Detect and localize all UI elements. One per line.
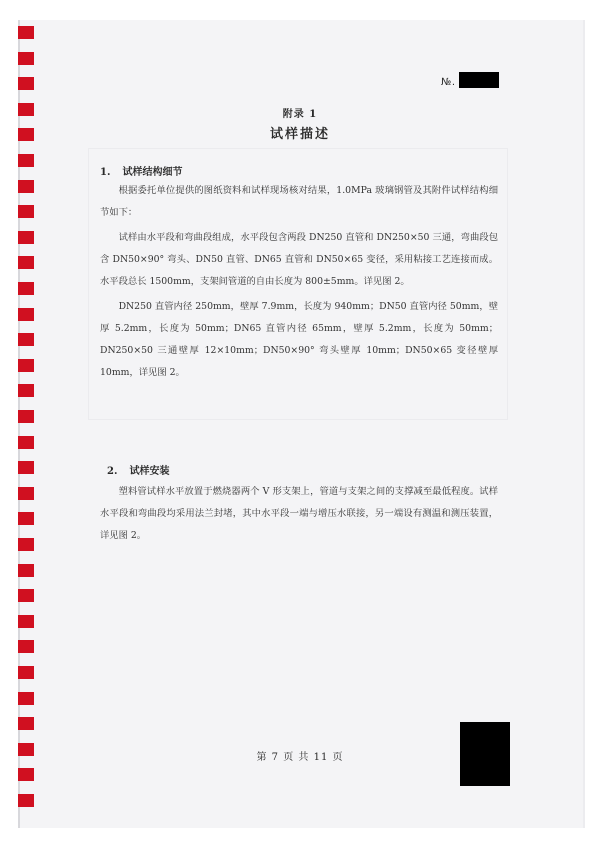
section-1-paragraph-2: 试样由水平段和弯曲段组成，水平段包含两段 DN250 直管和 DN250×50 三通，弯曲段包含 DN50×90° 弯头、DN50 直管、DN65 直管和 DN50×65 变径，采用粘接工艺连接而成。水平段总长 1500mm，支架间管道的自由长度为 800±5mm。详见图 2。 bbox=[100, 232, 498, 287]
binding-mark bbox=[18, 26, 34, 39]
binding-mark bbox=[18, 615, 34, 628]
binding-mark bbox=[18, 231, 34, 244]
binding-mark bbox=[18, 282, 34, 295]
binding-mark bbox=[18, 768, 34, 781]
binding-mark bbox=[18, 359, 34, 372]
binding-mark bbox=[18, 333, 34, 346]
binding-mark bbox=[18, 52, 34, 65]
binding-mark bbox=[18, 487, 34, 500]
stamp-redaction bbox=[460, 722, 510, 786]
binding-mark bbox=[18, 692, 34, 705]
section-2-title: 试样安装 bbox=[129, 466, 170, 477]
binding-mark bbox=[18, 308, 34, 321]
binding-mark bbox=[18, 410, 34, 423]
binding-mark bbox=[18, 589, 34, 602]
binding-strip bbox=[18, 26, 36, 826]
section-2-body bbox=[100, 481, 498, 547]
binding-mark bbox=[18, 794, 34, 807]
binding-mark bbox=[18, 717, 34, 730]
section-2-number: 2. bbox=[107, 466, 118, 477]
binding-mark bbox=[18, 666, 34, 679]
binding-mark bbox=[18, 538, 34, 551]
binding-mark bbox=[18, 205, 34, 218]
section-1-heading bbox=[100, 163, 182, 178]
section-2-heading bbox=[107, 462, 169, 477]
section-1-paragraph-3: DN250 直管内径 250mm，壁厚 7.9mm，长度为 940mm；DN50 直管内径 50mm，壁厚 5.2mm，长度为 50mm；DN65 直管内径 65mm，壁厚 5.2mm，长度为 50mm；DN250×50 三通壁厚 12×10mm；DN50×90° 弯头壁厚 10mm；DN50×65 变径壁厚 10mm，详见图 2。 bbox=[100, 301, 498, 378]
section-1-number: 1. bbox=[100, 167, 111, 178]
section-1-paragraph-1: 根据委托单位提供的图纸资料和试样现场核对结果，1.0MPa 玻璃钢管及其附件试样结构细节如下： bbox=[100, 185, 498, 218]
binding-mark bbox=[18, 77, 34, 90]
binding-mark bbox=[18, 384, 34, 397]
section-1-body bbox=[100, 180, 498, 384]
binding-mark bbox=[18, 640, 34, 653]
document-number-redaction bbox=[459, 72, 499, 88]
binding-mark bbox=[18, 154, 34, 167]
binding-mark bbox=[18, 512, 34, 525]
binding-mark bbox=[18, 564, 34, 577]
document-number-label: №. bbox=[441, 77, 456, 88]
binding-mark bbox=[18, 256, 34, 269]
page-title: 试样描述 bbox=[269, 127, 330, 142]
page-footer: 第 7 页 共 11 页 bbox=[256, 752, 344, 763]
section-2-paragraph-1: 塑料管试样水平放置于燃烧器两个 V 形支架上，管道与支架之间的支撑减至最低程度。试样水平段和弯曲段均采用法兰封堵，其中水平段一端与增压水联接，另一端设有测温和测压装置，详见图 2。 bbox=[100, 486, 498, 541]
section-1-title: 试样结构细节 bbox=[122, 167, 183, 178]
binding-mark bbox=[18, 461, 34, 474]
appendix-label: 附录 1 bbox=[282, 109, 318, 120]
binding-mark bbox=[18, 180, 34, 193]
binding-mark bbox=[18, 436, 34, 449]
